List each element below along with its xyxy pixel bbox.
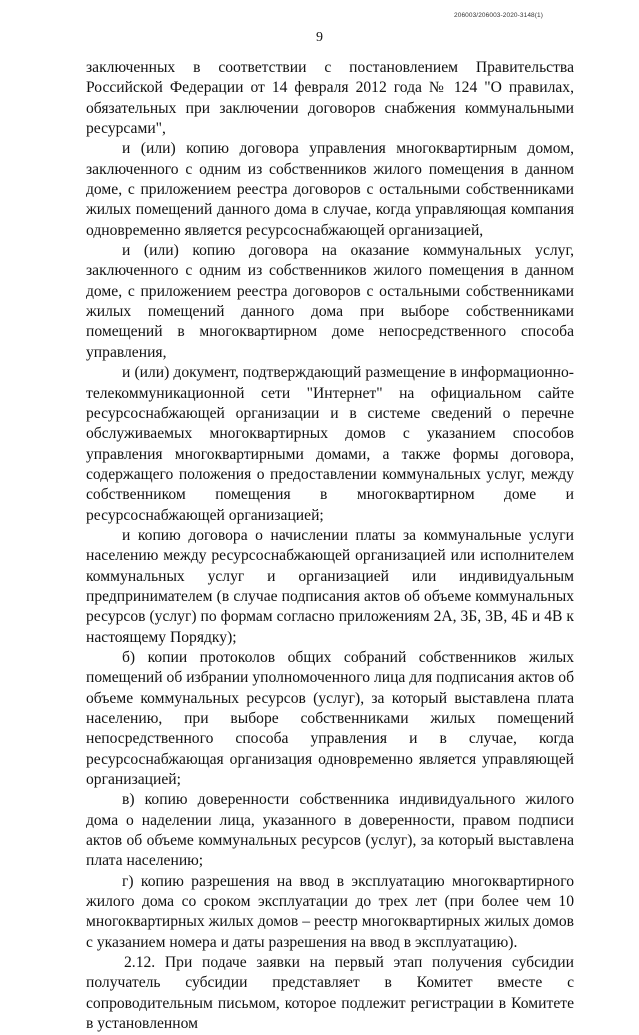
paragraph-4: и (или) документ, подтверждающий размещение в информационно-телекоммуникационной сети "Интернет" на официальном сайте ресурсоснабжающей организации и в системе сведений о перечне обслуживаемых многоквартирных домов с указанием способов управления многоквартирными домами, а также формы договора, содержащего положения о предоставлении коммунальных услуг, между собственником помещения в многоквартирном доме и ресурсоснабжающей организацией; — [86, 364, 574, 524]
paragraph-9: 2.12. При подаче заявки на первый этап получения субсидии получатель субсидии представляет в Комитет вместе с сопроводительным письмом, которое подлежит регистрации в Комитете в установленном — [86, 954, 574, 1033]
paragraph-3: и (или) копию договора на оказание коммунальных услуг, заключенного с одним из собственников жилого помещения в данном доме, с приложением реестра договоров с остальными собственниками жилых помещений данного дома при выборе собственниками помещений в многоквартирном доме непосредственного способа управления, — [86, 242, 574, 361]
paragraph-5: и копию договора о начислении платы за коммунальные услуги населению между ресурсоснабжающей организацией или исполнителем коммунальных услуг и организацией или индивидуальным предпринимателем (в случае подписания актов об объеме коммунальных ресурсов (услуг) по формам согласно приложениям 2А, 3Б, 3В, 4Б и 4В к настоящему Порядку); — [86, 526, 574, 646]
document-body — [86, 58, 574, 1035]
page-number: 9 — [316, 30, 323, 45]
document-id: 206003/206003-2020-3148(1) — [454, 12, 543, 19]
paragraph-7: в) копию доверенности собственника индивидуального жилого дома о наделении лица, указанного в доверенности, правом подписи актов об объеме коммунальных ресурсов (услуг), за который выставлена плата населению; — [86, 791, 574, 870]
paragraph-1: заключенных в соответствии с постановлением Правительства Российской Федерации от 14 февраля 2012 года № 124 "О правилах, обязательных при заключении договоров снабжения коммунальными ресурсами", — [86, 59, 574, 138]
paragraph-8: г) копию разрешения на ввод в эксплуатацию многоквартирного жилого дома со сроком эксплуатации до трех лет (при более чем 10 многоквартирных жилых домов – реестр многоквартирных жилых домов с указанием номера и даты разрешения на ввод в эксплуатацию). — [86, 872, 574, 951]
paragraph-6: б) копии протоколов общих собраний собственников жилых помещений об избрании уполномоченного лица для подписания актов об объеме коммунальных ресурсов (услуг), за который выставлена плата населению, при выборе собственниками жилых помещений непосредственного способа управления и в случае, когда ресурсоснабжающая организация одновременно является управляющей организацией; — [86, 648, 574, 789]
paragraph-2: и (или) копию договора управления многоквартирным домом, заключенного с одним из собственников жилого помещения в данном доме, с приложением реестра договоров с остальными собственниками жилых помещений данного дома в случае, когда управляющая компания одновременно является ресурсоснабжающей организацией, — [86, 140, 574, 239]
